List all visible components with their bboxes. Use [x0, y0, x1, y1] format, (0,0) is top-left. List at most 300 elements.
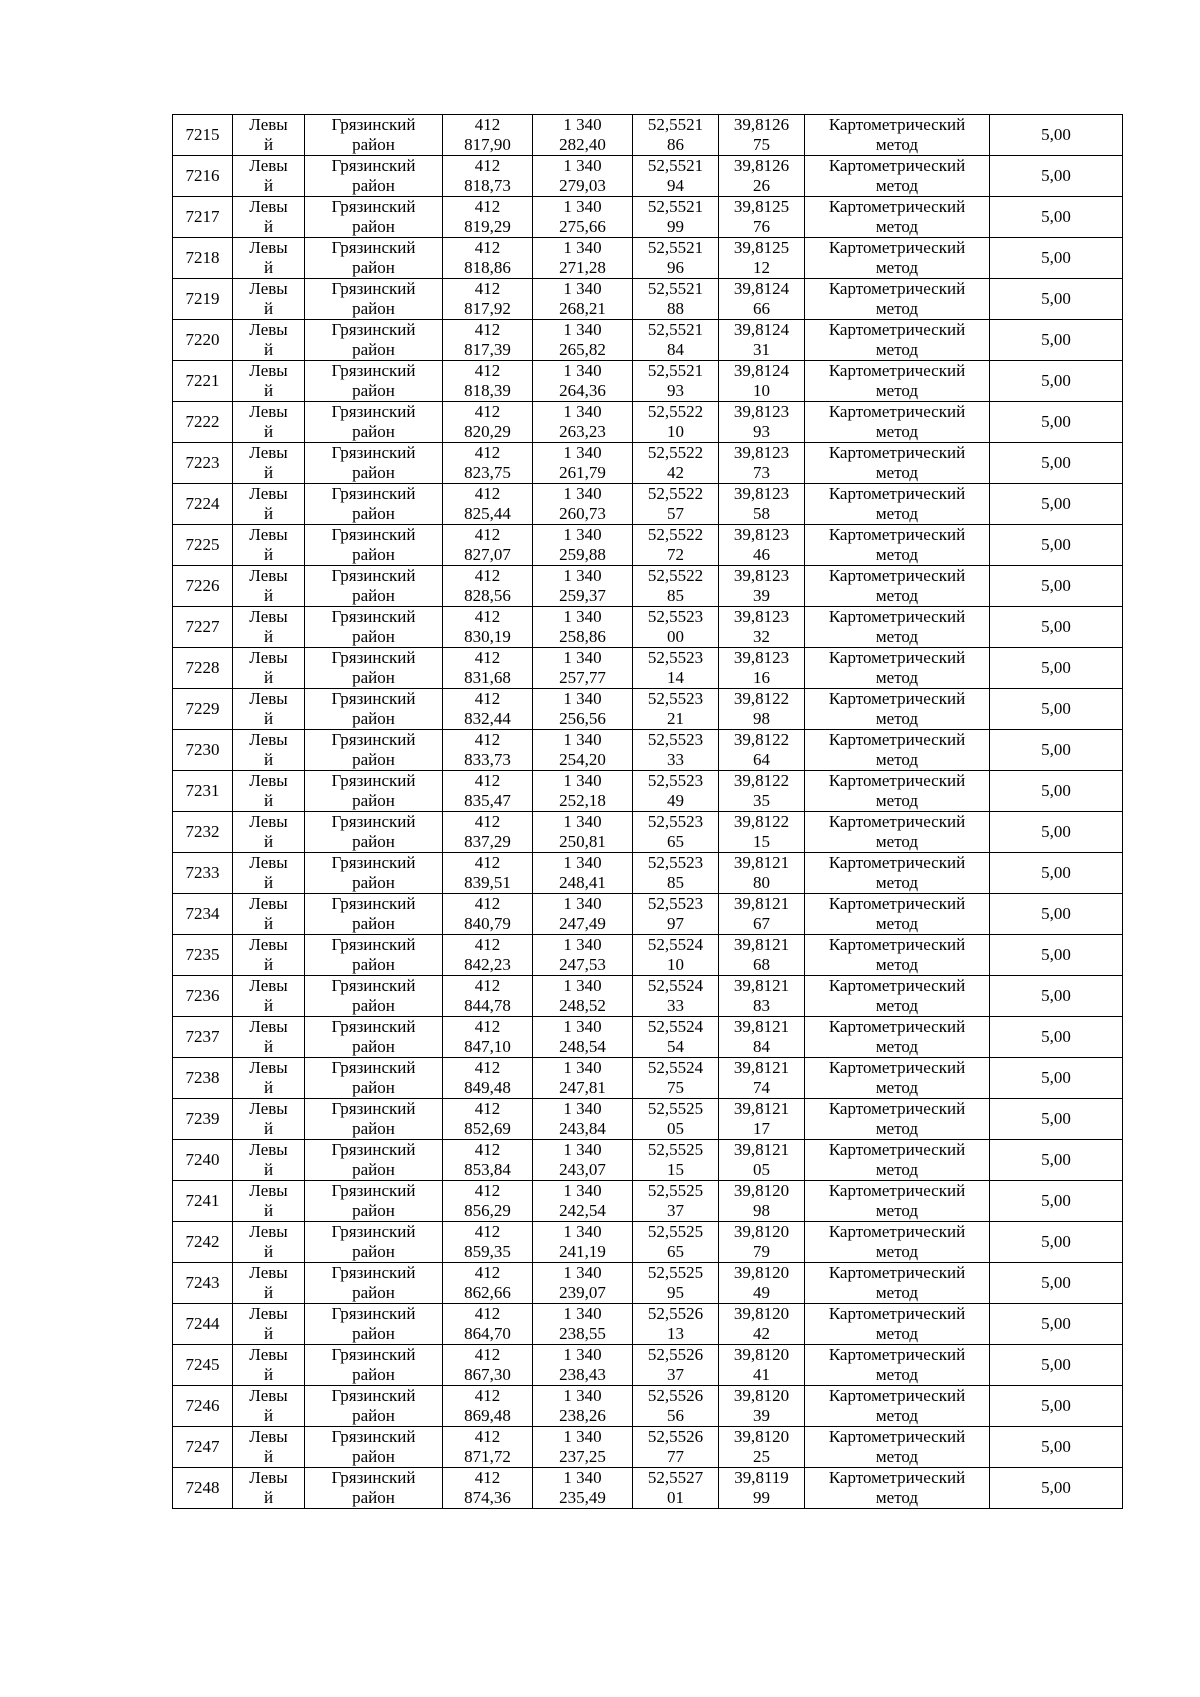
longitude-cell-line: 39,8124: [733, 361, 790, 380]
side-cell-line: й: [263, 1242, 274, 1261]
coord-x-cell-line: 847,10: [464, 1037, 511, 1056]
latitude-cell-line: 57: [667, 504, 684, 523]
district-cell-line: район: [352, 586, 395, 605]
accuracy-cell: 5,00: [990, 771, 1123, 812]
method-cell-line: Картометрический: [828, 320, 966, 339]
point-number-cell: 7226: [173, 566, 233, 607]
point-number-cell: 7225: [173, 525, 233, 566]
longitude-cell: [719, 1099, 805, 1140]
table-row: [173, 894, 1123, 935]
district-cell-line: Грязинский: [331, 1181, 416, 1200]
latitude-cell-line: 99: [667, 217, 684, 236]
latitude-cell: [633, 976, 719, 1017]
longitude-cell: [719, 894, 805, 935]
longitude-cell: [719, 689, 805, 730]
side-cell: [233, 812, 305, 853]
latitude-cell: [633, 607, 719, 648]
coord-y-cell-line: 282,40: [559, 135, 606, 154]
district-cell-line: Грязинский: [331, 730, 416, 749]
latitude-cell: [633, 1140, 719, 1181]
coord-y-cell-line: 1 340: [563, 484, 602, 503]
longitude-cell-line: 39,8121: [733, 853, 790, 872]
longitude-cell-line: 75: [753, 135, 770, 154]
district-cell-line: Грязинский: [331, 1468, 416, 1487]
coord-y-cell-line: 1 340: [563, 402, 602, 421]
latitude-cell: [633, 1058, 719, 1099]
coord-y-cell: [533, 197, 633, 238]
side-cell: [233, 935, 305, 976]
accuracy-cell: 5,00: [990, 853, 1123, 894]
coord-y-cell-line: 1 340: [563, 1058, 602, 1077]
latitude-cell: [633, 894, 719, 935]
coord-x-cell-line: 840,79: [464, 914, 511, 933]
side-cell: [233, 1058, 305, 1099]
method-cell-line: метод: [875, 1201, 919, 1220]
side-cell-line: й: [263, 258, 274, 277]
method-cell-line: метод: [875, 1078, 919, 1097]
latitude-cell: [633, 1017, 719, 1058]
longitude-cell-line: 64: [753, 750, 770, 769]
coord-y-cell: [533, 156, 633, 197]
longitude-cell-line: 39,8125: [733, 197, 790, 216]
table-row: [173, 935, 1123, 976]
coord-y-cell-line: 241,19: [559, 1242, 606, 1261]
side-cell-line: й: [263, 1119, 274, 1138]
district-cell-line: Грязинский: [331, 156, 416, 175]
latitude-cell: [633, 812, 719, 853]
coord-x-cell-line: 874,36: [464, 1488, 511, 1507]
coord-y-cell: [533, 484, 633, 525]
longitude-cell: [719, 320, 805, 361]
side-cell: [233, 238, 305, 279]
district-cell-line: Грязинский: [331, 443, 416, 462]
coord-y-cell: [533, 1017, 633, 1058]
coord-x-cell-line: 412: [474, 238, 501, 257]
district-cell: [305, 1099, 443, 1140]
method-cell-line: метод: [875, 1119, 919, 1138]
side-cell-line: Левы: [249, 771, 288, 790]
longitude-cell-line: 42: [753, 1324, 770, 1343]
coord-x-cell: [443, 853, 533, 894]
table-row: [173, 320, 1123, 361]
latitude-cell-line: 96: [667, 258, 684, 277]
latitude-cell: [633, 156, 719, 197]
side-cell: [233, 853, 305, 894]
district-cell-line: район: [352, 258, 395, 277]
longitude-cell: [719, 1222, 805, 1263]
coord-y-cell: [533, 1386, 633, 1427]
point-number-cell: 7240: [173, 1140, 233, 1181]
coord-x-cell-line: 412: [474, 525, 501, 544]
district-cell-line: район: [352, 1201, 395, 1220]
coord-y-cell-line: 1 340: [563, 812, 602, 831]
table-row: [173, 976, 1123, 1017]
coord-y-cell-line: 1 340: [563, 1468, 602, 1487]
side-cell: [233, 1181, 305, 1222]
side-cell: [233, 1386, 305, 1427]
method-cell: [805, 1099, 990, 1140]
coord-x-cell-line: 839,51: [464, 873, 511, 892]
coord-x-cell: [443, 320, 533, 361]
district-cell-line: район: [352, 996, 395, 1015]
point-number-cell: 7241: [173, 1181, 233, 1222]
longitude-cell-line: 32: [753, 627, 770, 646]
coord-y-cell-line: 1 340: [563, 279, 602, 298]
point-number-cell: 7237: [173, 1017, 233, 1058]
latitude-cell-line: 52,5524: [647, 1058, 704, 1077]
coord-y-cell-line: 279,03: [559, 176, 606, 195]
district-cell: [305, 484, 443, 525]
coord-y-cell: [533, 238, 633, 279]
method-cell-line: метод: [875, 176, 919, 195]
coord-y-cell-line: 238,43: [559, 1365, 606, 1384]
coord-x-cell-line: 817,39: [464, 340, 511, 359]
side-cell: [233, 525, 305, 566]
method-cell: [805, 1181, 990, 1222]
side-cell-line: й: [263, 832, 274, 851]
method-cell-line: Картометрический: [828, 1181, 966, 1200]
method-cell: [805, 402, 990, 443]
table-row: [173, 361, 1123, 402]
accuracy-cell: 5,00: [990, 1140, 1123, 1181]
coord-y-cell-line: 1 340: [563, 607, 602, 626]
coord-x-cell-line: 832,44: [464, 709, 511, 728]
coord-y-cell: [533, 1099, 633, 1140]
method-cell-line: метод: [875, 1365, 919, 1384]
coord-x-cell-line: 412: [474, 1304, 501, 1323]
longitude-cell: [719, 525, 805, 566]
method-cell-line: метод: [875, 1324, 919, 1343]
longitude-cell: [719, 484, 805, 525]
table-row: [173, 238, 1123, 279]
side-cell-line: й: [263, 381, 274, 400]
longitude-cell: [719, 1140, 805, 1181]
side-cell-line: й: [263, 340, 274, 359]
latitude-cell-line: 52,5527: [647, 1468, 704, 1487]
coord-x-cell-line: 412: [474, 484, 501, 503]
method-cell: [805, 1304, 990, 1345]
method-cell-line: Картометрический: [828, 648, 966, 667]
coord-y-cell-line: 1 340: [563, 197, 602, 216]
method-cell-line: метод: [875, 1447, 919, 1466]
side-cell-line: й: [263, 217, 274, 236]
coord-y-cell-line: 1 340: [563, 689, 602, 708]
method-cell: [805, 894, 990, 935]
longitude-cell: [719, 812, 805, 853]
longitude-cell-line: 74: [753, 1078, 770, 1097]
coord-y-cell-line: 239,07: [559, 1283, 606, 1302]
latitude-cell-line: 52,5525: [647, 1263, 704, 1282]
coord-x-cell: [443, 1468, 533, 1509]
coord-x-cell-line: 412: [474, 730, 501, 749]
district-cell: [305, 1140, 443, 1181]
point-number-cell: 7231: [173, 771, 233, 812]
longitude-cell-line: 39,8120: [733, 1386, 790, 1405]
latitude-cell-line: 13: [667, 1324, 684, 1343]
district-cell: [305, 1468, 443, 1509]
side-cell-line: й: [263, 1324, 274, 1343]
coord-x-cell: [443, 1099, 533, 1140]
point-number-cell: 7242: [173, 1222, 233, 1263]
accuracy-cell: 5,00: [990, 1181, 1123, 1222]
district-cell: [305, 894, 443, 935]
latitude-cell-line: 97: [667, 914, 684, 933]
point-number-cell: 7219: [173, 279, 233, 320]
coord-x-cell: [443, 648, 533, 689]
longitude-cell-line: 39,8123: [733, 566, 790, 585]
coord-y-cell: [533, 607, 633, 648]
district-cell: [305, 812, 443, 853]
coord-y-cell-line: 1 340: [563, 730, 602, 749]
side-cell-line: й: [263, 791, 274, 810]
side-cell-line: й: [263, 1365, 274, 1384]
coord-y-cell-line: 238,26: [559, 1406, 606, 1425]
method-cell-line: Картометрический: [828, 197, 966, 216]
method-cell-line: метод: [875, 750, 919, 769]
side-cell-line: Левы: [249, 279, 288, 298]
latitude-cell-line: 05: [667, 1119, 684, 1138]
side-cell-line: Левы: [249, 156, 288, 175]
longitude-cell-line: 39,8121: [733, 976, 790, 995]
method-cell-line: метод: [875, 217, 919, 236]
district-cell-line: район: [352, 1488, 395, 1507]
coord-y-cell-line: 259,88: [559, 545, 606, 564]
district-cell: [305, 1263, 443, 1304]
district-cell-line: Грязинский: [331, 197, 416, 216]
longitude-cell: [719, 1058, 805, 1099]
latitude-cell-line: 01: [667, 1488, 684, 1507]
coord-y-cell-line: 1 340: [563, 935, 602, 954]
method-cell: [805, 484, 990, 525]
coord-x-cell-line: 412: [474, 1017, 501, 1036]
accuracy-cell: 5,00: [990, 1222, 1123, 1263]
coord-x-cell: [443, 484, 533, 525]
coord-x-cell-line: 412: [474, 402, 501, 421]
coord-y-cell: [533, 320, 633, 361]
table-row: [173, 197, 1123, 238]
method-cell-line: Картометрический: [828, 115, 966, 134]
coord-x-cell-line: 831,68: [464, 668, 511, 687]
method-cell: [805, 648, 990, 689]
table-row: [173, 689, 1123, 730]
coord-x-cell-line: 412: [474, 1099, 501, 1118]
coord-y-cell-line: 242,54: [559, 1201, 606, 1220]
latitude-cell: [633, 320, 719, 361]
coord-y-cell: [533, 648, 633, 689]
longitude-cell-line: 83: [753, 996, 770, 1015]
district-cell: [305, 402, 443, 443]
side-cell: [233, 1263, 305, 1304]
district-cell-line: район: [352, 750, 395, 769]
side-cell-line: Левы: [249, 115, 288, 134]
longitude-cell-line: 39,8124: [733, 320, 790, 339]
table-row: [173, 566, 1123, 607]
latitude-cell-line: 15: [667, 1160, 684, 1179]
district-cell: [305, 976, 443, 1017]
district-cell-line: Грязинский: [331, 1345, 416, 1364]
side-cell-line: Левы: [249, 648, 288, 667]
district-cell: [305, 1058, 443, 1099]
longitude-cell-line: 16: [753, 668, 770, 687]
longitude-cell: [719, 1263, 805, 1304]
district-cell-line: Грязинский: [331, 976, 416, 995]
side-cell: [233, 1345, 305, 1386]
coord-y-cell-line: 1 340: [563, 320, 602, 339]
point-number-cell: 7224: [173, 484, 233, 525]
latitude-cell-line: 52,5526: [647, 1304, 704, 1323]
method-cell: [805, 197, 990, 238]
accuracy-cell: 5,00: [990, 1386, 1123, 1427]
latitude-cell-line: 52,5521: [647, 320, 704, 339]
method-cell-line: метод: [875, 463, 919, 482]
district-cell: [305, 566, 443, 607]
table-row: [173, 525, 1123, 566]
coord-x-cell-line: 820,29: [464, 422, 511, 441]
side-cell-line: й: [263, 299, 274, 318]
method-cell-line: метод: [875, 832, 919, 851]
longitude-cell-line: 39,8126: [733, 156, 790, 175]
latitude-cell-line: 65: [667, 1242, 684, 1261]
coord-x-cell-line: 852,69: [464, 1119, 511, 1138]
coord-x-cell: [443, 935, 533, 976]
coord-x-cell-line: 828,56: [464, 586, 511, 605]
district-cell: [305, 1427, 443, 1468]
latitude-cell-line: 52,5524: [647, 935, 704, 954]
coord-y-cell-line: 235,49: [559, 1488, 606, 1507]
latitude-cell: [633, 1304, 719, 1345]
longitude-cell-line: 39,8122: [733, 689, 790, 708]
coord-x-cell: [443, 361, 533, 402]
district-cell-line: Грязинский: [331, 1427, 416, 1446]
longitude-cell-line: 39,8120: [733, 1345, 790, 1364]
coord-y-cell: [533, 1181, 633, 1222]
side-cell: [233, 279, 305, 320]
coord-x-cell: [443, 279, 533, 320]
longitude-cell: [719, 156, 805, 197]
longitude-cell-line: 39,8125: [733, 238, 790, 257]
coord-y-cell-line: 260,73: [559, 504, 606, 523]
coord-y-cell-line: 248,52: [559, 996, 606, 1015]
coord-x-cell-line: 871,72: [464, 1447, 511, 1466]
longitude-cell: [719, 1345, 805, 1386]
district-cell-line: район: [352, 791, 395, 810]
accuracy-cell: 5,00: [990, 1304, 1123, 1345]
side-cell: [233, 484, 305, 525]
latitude-cell: [633, 115, 719, 156]
latitude-cell-line: 52,5523: [647, 812, 704, 831]
coord-x-cell-line: 412: [474, 689, 501, 708]
method-cell: [805, 238, 990, 279]
accuracy-cell: 5,00: [990, 361, 1123, 402]
longitude-cell-line: 39: [753, 1406, 770, 1425]
longitude-cell: [719, 976, 805, 1017]
side-cell-line: Левы: [249, 1058, 288, 1077]
point-number-cell: 7217: [173, 197, 233, 238]
district-cell-line: район: [352, 545, 395, 564]
coord-y-cell: [533, 812, 633, 853]
district-cell: [305, 1386, 443, 1427]
method-cell: [805, 1222, 990, 1263]
coord-x-cell-line: 412: [474, 1345, 501, 1364]
method-cell-line: метод: [875, 1242, 919, 1261]
latitude-cell: [633, 566, 719, 607]
coord-y-cell-line: 264,36: [559, 381, 606, 400]
longitude-cell-line: 39,8124: [733, 279, 790, 298]
district-cell-line: район: [352, 504, 395, 523]
side-cell-line: й: [263, 914, 274, 933]
coord-x-cell: [443, 771, 533, 812]
point-number-cell: 7243: [173, 1263, 233, 1304]
coord-x-cell-line: 412: [474, 566, 501, 585]
accuracy-cell: 5,00: [990, 115, 1123, 156]
latitude-cell-line: 52,5522: [647, 402, 704, 421]
coord-x-cell: [443, 1017, 533, 1058]
longitude-cell-line: 39,8123: [733, 607, 790, 626]
method-cell: [805, 730, 990, 771]
point-number-cell: 7218: [173, 238, 233, 279]
longitude-cell-line: 31: [753, 340, 770, 359]
coord-x-cell-line: 412: [474, 1058, 501, 1077]
latitude-cell-line: 52,5523: [647, 648, 704, 667]
longitude-cell-line: 98: [753, 1201, 770, 1220]
coord-y-cell-line: 1 340: [563, 1263, 602, 1282]
coord-x-cell-line: 412: [474, 320, 501, 339]
district-cell-line: Грязинский: [331, 812, 416, 831]
method-cell-line: метод: [875, 996, 919, 1015]
district-cell-line: Грязинский: [331, 1099, 416, 1118]
district-cell: [305, 525, 443, 566]
coord-y-cell-line: 1 340: [563, 976, 602, 995]
latitude-cell: [633, 361, 719, 402]
method-cell: [805, 607, 990, 648]
longitude-cell-line: 39,8121: [733, 1017, 790, 1036]
coord-y-cell-line: 1 340: [563, 1345, 602, 1364]
side-cell: [233, 1304, 305, 1345]
district-cell-line: район: [352, 1119, 395, 1138]
method-cell-line: Картометрический: [828, 484, 966, 503]
district-cell-line: район: [352, 299, 395, 318]
coord-x-cell-line: 864,70: [464, 1324, 511, 1343]
latitude-cell-line: 52,5522: [647, 484, 704, 503]
table-row: [173, 1386, 1123, 1427]
district-cell: [305, 771, 443, 812]
district-cell-line: Грязинский: [331, 1386, 416, 1405]
coord-x-cell-line: 830,19: [464, 627, 511, 646]
method-cell-line: метод: [875, 422, 919, 441]
coord-x-cell: [443, 443, 533, 484]
latitude-cell-line: 52,5521: [647, 279, 704, 298]
district-cell-line: Грязинский: [331, 238, 416, 257]
district-cell: [305, 853, 443, 894]
coord-y-cell-line: 1 340: [563, 1386, 602, 1405]
district-cell-line: район: [352, 955, 395, 974]
method-cell: [805, 935, 990, 976]
side-cell: [233, 1017, 305, 1058]
side-cell-line: Левы: [249, 812, 288, 831]
side-cell: [233, 156, 305, 197]
coord-y-cell-line: 1 340: [563, 1017, 602, 1036]
longitude-cell: [719, 1304, 805, 1345]
coord-y-cell: [533, 443, 633, 484]
longitude-cell: [719, 1017, 805, 1058]
coord-x-cell: [443, 525, 533, 566]
latitude-cell-line: 86: [667, 135, 684, 154]
district-cell-line: район: [352, 668, 395, 687]
longitude-cell-line: 12: [753, 258, 770, 277]
latitude-cell-line: 33: [667, 750, 684, 769]
method-cell-line: метод: [875, 1160, 919, 1179]
table-row: [173, 1140, 1123, 1181]
